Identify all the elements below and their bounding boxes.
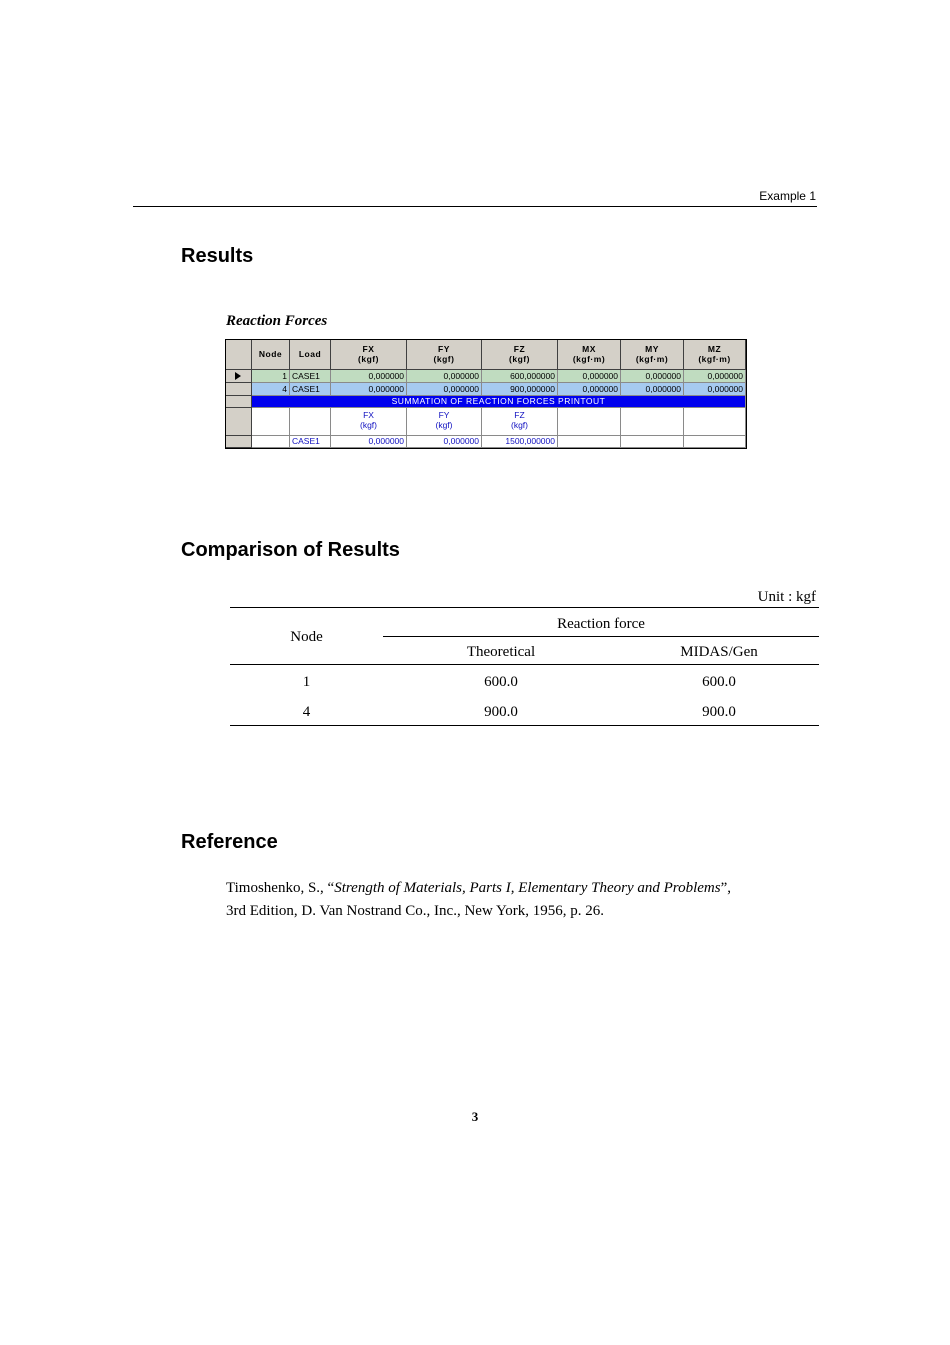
grid-cell-my[interactable]: 0,000000 — [621, 383, 684, 396]
grid-corner — [226, 340, 252, 370]
figure-caption: Reaction Forces — [226, 313, 328, 329]
summation-header-label: FY — [438, 410, 450, 420]
grid-cell-load[interactable]: CASE1 — [290, 383, 331, 396]
running-header: Example 1 — [759, 189, 816, 203]
grid-cell-fy[interactable]: 0,000000 — [407, 370, 482, 383]
grid-cell-empty — [290, 408, 331, 436]
grid-cell-mz[interactable]: 0,000000 — [684, 383, 746, 396]
grid-header-label: FZ — [513, 344, 526, 355]
summation-header-unit: (kgf) — [360, 420, 377, 431]
unit-label: Unit : kgf — [757, 589, 816, 605]
grid-cell-node[interactable]: 1 — [252, 370, 290, 383]
reference-line-2: 3rd Edition, D. Van Nostrand Co., Inc., New York, 1956, p. 26. — [226, 903, 605, 919]
grid-cell-my[interactable]: 0,000000 — [621, 370, 684, 383]
summation-header-label: FZ — [514, 410, 525, 420]
table-cell-node: 4 — [302, 704, 311, 720]
summation-cell-fy[interactable]: 0,000000 — [407, 436, 482, 448]
grid-header-label: MZ — [707, 344, 722, 355]
grid-header-fz[interactable] — [482, 340, 558, 370]
row-selector[interactable] — [226, 396, 252, 408]
reference-line-1 — [226, 880, 731, 897]
grid-header-fx[interactable] — [331, 340, 407, 370]
table-cell-node: 1 — [302, 674, 311, 690]
summation-cell-fz[interactable]: 1500,000000 — [482, 436, 558, 448]
summation-header-fz — [482, 408, 558, 436]
grid-header-fy[interactable] — [407, 340, 482, 370]
grid-cell-empty — [252, 436, 290, 448]
grid-cell-empty — [558, 408, 621, 436]
reaction-forces-grid — [225, 339, 747, 449]
grid-cell-fz[interactable]: 600,000000 — [482, 370, 558, 383]
grid-cell-fx[interactable]: 0,000000 — [331, 383, 407, 396]
grid-header-node[interactable] — [252, 340, 290, 370]
summation-cell-fx[interactable]: 0,000000 — [331, 436, 407, 448]
summation-cell-load[interactable]: CASE1 — [290, 436, 331, 448]
grid-header-label: FY — [438, 344, 450, 355]
section-title-reference: Reference — [181, 831, 278, 853]
grid-header-mx[interactable] — [558, 340, 621, 370]
table-header-rule — [230, 664, 819, 665]
column-header-reaction-force: Reaction force — [557, 616, 645, 632]
header-rule — [133, 206, 817, 207]
current-row-arrow-icon — [235, 372, 241, 380]
grid-cell-empty — [684, 408, 746, 436]
grid-header-load[interactable] — [290, 340, 331, 370]
grid-cell-empty — [252, 408, 290, 436]
row-selector-current[interactable] — [226, 370, 252, 383]
grid-cell-fx[interactable]: 0,000000 — [331, 370, 407, 383]
summation-header-label: FX — [363, 410, 374, 420]
section-title-comparison: Comparison of Results — [181, 539, 400, 561]
grid-header-unit: (kgf·m) — [572, 353, 606, 364]
table-group-rule — [383, 636, 819, 637]
table-cell-midas: 900.0 — [702, 704, 736, 720]
summation-header-fx — [331, 408, 407, 436]
summation-banner: SUMMATION OF REACTION FORCES PRINTOUT — [252, 396, 746, 408]
grid-cell-empty — [621, 408, 684, 436]
column-header-midas: MIDAS/Gen — [680, 644, 758, 660]
row-selector[interactable] — [226, 383, 252, 396]
reference-work-title: Strength of Materials, Parts I, Elementary Theory and Problems — [334, 880, 721, 896]
table-bottom-rule — [230, 725, 819, 726]
reference-author: Timoshenko, S., “ — [226, 880, 335, 896]
grid-cell-load[interactable]: CASE1 — [290, 370, 331, 383]
column-header-theoretical: Theoretical — [466, 644, 536, 660]
grid-cell-empty — [621, 436, 684, 448]
column-header-node: Node — [290, 629, 323, 645]
grid-cell-fy[interactable]: 0,000000 — [407, 383, 482, 396]
table-cell-theoretical: 900.0 — [484, 704, 518, 720]
grid-header-unit: (kgf) — [509, 353, 530, 364]
grid-header-label: MY — [645, 344, 659, 355]
grid-header-label: Node — [258, 348, 283, 359]
grid-header-unit: (kgf) — [433, 353, 455, 364]
grid-header-unit: (kgf·m) — [635, 353, 669, 364]
grid-cell-empty — [684, 436, 746, 448]
grid-header-label: MX — [582, 344, 596, 355]
grid-header-unit: (kgf) — [358, 353, 379, 364]
row-selector[interactable] — [226, 408, 252, 436]
row-selector[interactable] — [226, 436, 252, 448]
grid-cell-mz[interactable]: 0,000000 — [684, 370, 746, 383]
section-title-results: Results — [181, 245, 254, 267]
page-number: 3 — [471, 1109, 479, 1124]
grid-header-my[interactable] — [621, 340, 684, 370]
grid-cell-mx[interactable]: 0,000000 — [558, 370, 621, 383]
grid-cell-fz[interactable]: 900,000000 — [482, 383, 558, 396]
grid-cell-empty — [558, 436, 621, 448]
table-top-rule — [230, 607, 819, 608]
table-cell-midas: 600.0 — [702, 674, 736, 690]
grid-header-mz[interactable] — [684, 340, 746, 370]
grid-cell-node[interactable]: 4 — [252, 383, 290, 396]
reference-punctuation: ”, — [720, 880, 731, 896]
grid-header-label: Load — [298, 348, 322, 359]
grid-header-unit: (kgf·m) — [698, 353, 731, 364]
summation-header-unit: (kgf) — [435, 420, 453, 431]
summation-header-unit: (kgf) — [511, 420, 528, 431]
grid-header-label: FX — [362, 344, 375, 355]
summation-header-fy — [407, 408, 482, 436]
grid-cell-mx[interactable]: 0,000000 — [558, 383, 621, 396]
table-cell-theoretical: 600.0 — [484, 674, 518, 690]
